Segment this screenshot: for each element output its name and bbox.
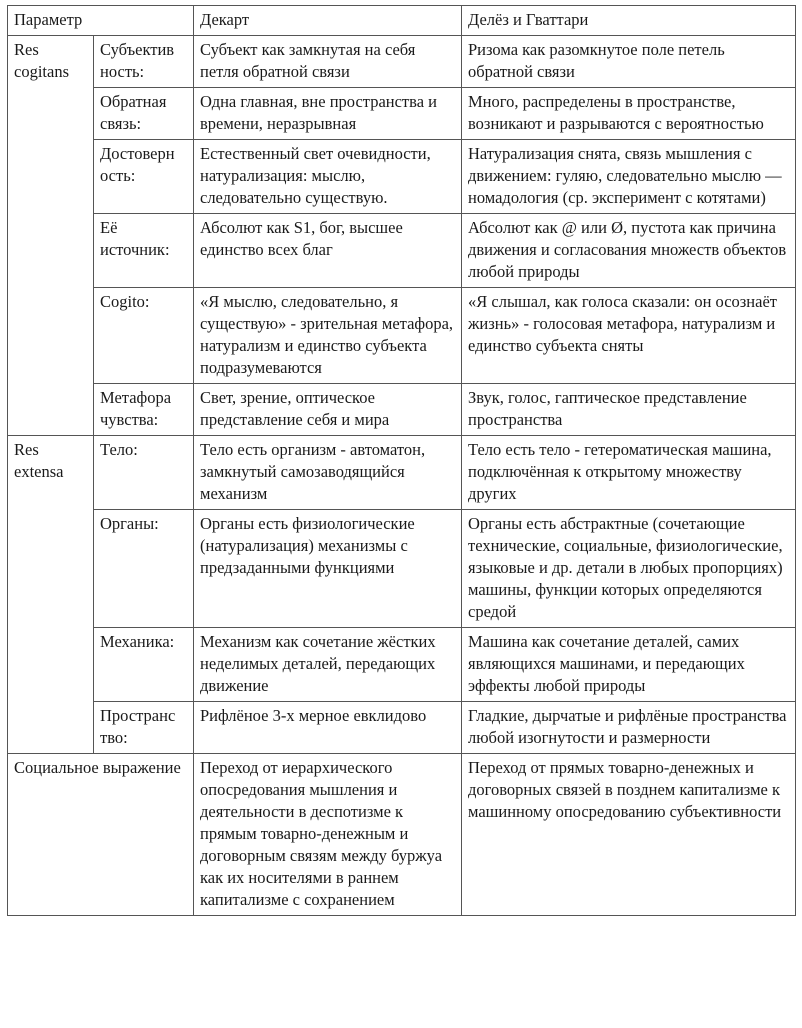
header-descartes: Декарт [194, 6, 462, 36]
row-descartes: Свет, зрение, оптическое представление себя и мира [194, 384, 462, 436]
row-deleuze: Абсолют как @ или Ø, пустота как причина движения и согласования множеств объектов любой природы [462, 214, 796, 288]
table-row [8, 436, 796, 510]
row-descartes: Субъект как замкнутая на себя петля обратной связи [194, 36, 462, 88]
row-param: Её источник: [94, 214, 194, 288]
table-header-row [8, 6, 796, 36]
row-param: Субъектив ность: [94, 36, 194, 88]
row-deleuze: Ризома как разомкнутое поле петель обратной связи [462, 36, 796, 88]
row-deleuze: Гладкие, дырчатые и рифлёные пространства любой изогнутости и размерности [462, 702, 796, 754]
row-deleuze: Машина как сочетание деталей, самих являющихся машинами, и передающих эффекты любой природы [462, 628, 796, 702]
row-deleuze: «Я слышал, как голоса сказали: он осознаёт жизнь» - голосовая метафора, натурализм и единство субъекта сняты [462, 288, 796, 384]
header-deleuze: Делёз и Гваттари [462, 6, 796, 36]
row-descartes: «Я мыслю, следовательно, я существую» - зрительная метафора, натурализм и единство субъекта подразумеваются [194, 288, 462, 384]
table-row [8, 288, 796, 384]
row-deleuze: Органы есть абстрактные (сочетающие технические, социальные, физиологические, языковые и др. детали в любых пропорциях) машины, функции которых определяются средой [462, 510, 796, 628]
table-row [8, 510, 796, 628]
row-descartes: Одна главная, вне пространства и времени, неразрывная [194, 88, 462, 140]
row-param: Механика: [94, 628, 194, 702]
row-descartes: Органы есть физиологические (натурализация) механизмы с предзаданными функциями [194, 510, 462, 628]
row-deleuze: Звук, голос, гаптическое представление пространства [462, 384, 796, 436]
row-param: Cogito: [94, 288, 194, 384]
group-label-res-cogitans: Res cogitans [8, 36, 94, 436]
row-descartes: Тело есть организм - автоматон, замкнутый самозаводящийся механизм [194, 436, 462, 510]
row-descartes: Рифлёное 3-х мерное евклидово [194, 702, 462, 754]
table-row [8, 140, 796, 214]
row-deleuze: Много, распределены в пространстве, возникают и разрываются с вероятностью [462, 88, 796, 140]
row-deleuze: Натурализация снята, связь мышления с движением: гуляю, следовательно мыслю — номадология (ср. эксперимент с котятами) [462, 140, 796, 214]
row-param: Органы: [94, 510, 194, 628]
table-row [8, 214, 796, 288]
row-param: Достоверн ость: [94, 140, 194, 214]
row-deleuze-social: Переход от прямых товарно-денежных и договорных связей в позднем капитализме к машинному опосредованию субъективности [462, 754, 796, 916]
row-param: Пространс тво: [94, 702, 194, 754]
row-param: Тело: [94, 436, 194, 510]
row-descartes: Абсолют как S1, бог, высшее единство всех благ [194, 214, 462, 288]
group-label-res-extensa: Res extensa [8, 436, 94, 754]
header-param: Параметр [8, 6, 194, 36]
comparison-table [7, 5, 796, 916]
row-deleuze: Тело есть тело - гетероматическая машина, подключённая к открытому множеству других [462, 436, 796, 510]
row-param-social: Социальное выражение [8, 754, 194, 916]
row-descartes: Естественный свет очевидности, натурализация: мыслю, следовательно существую. [194, 140, 462, 214]
row-descartes: Механизм как сочетание жёстких неделимых деталей, передающих движение [194, 628, 462, 702]
row-param: Обратная связь: [94, 88, 194, 140]
row-param: Метафора чувства: [94, 384, 194, 436]
table-row [8, 36, 796, 88]
table-row [8, 384, 796, 436]
table-row [8, 628, 796, 702]
table-row-social [8, 754, 796, 916]
table-row [8, 702, 796, 754]
row-descartes-social: Переход от иерархического опосредования мышления и деятельности в деспотизме к прямым товарно-денежным и договорным связям между буржуа как их носителями в раннем капитализме с сохранением [194, 754, 462, 916]
table-row [8, 88, 796, 140]
